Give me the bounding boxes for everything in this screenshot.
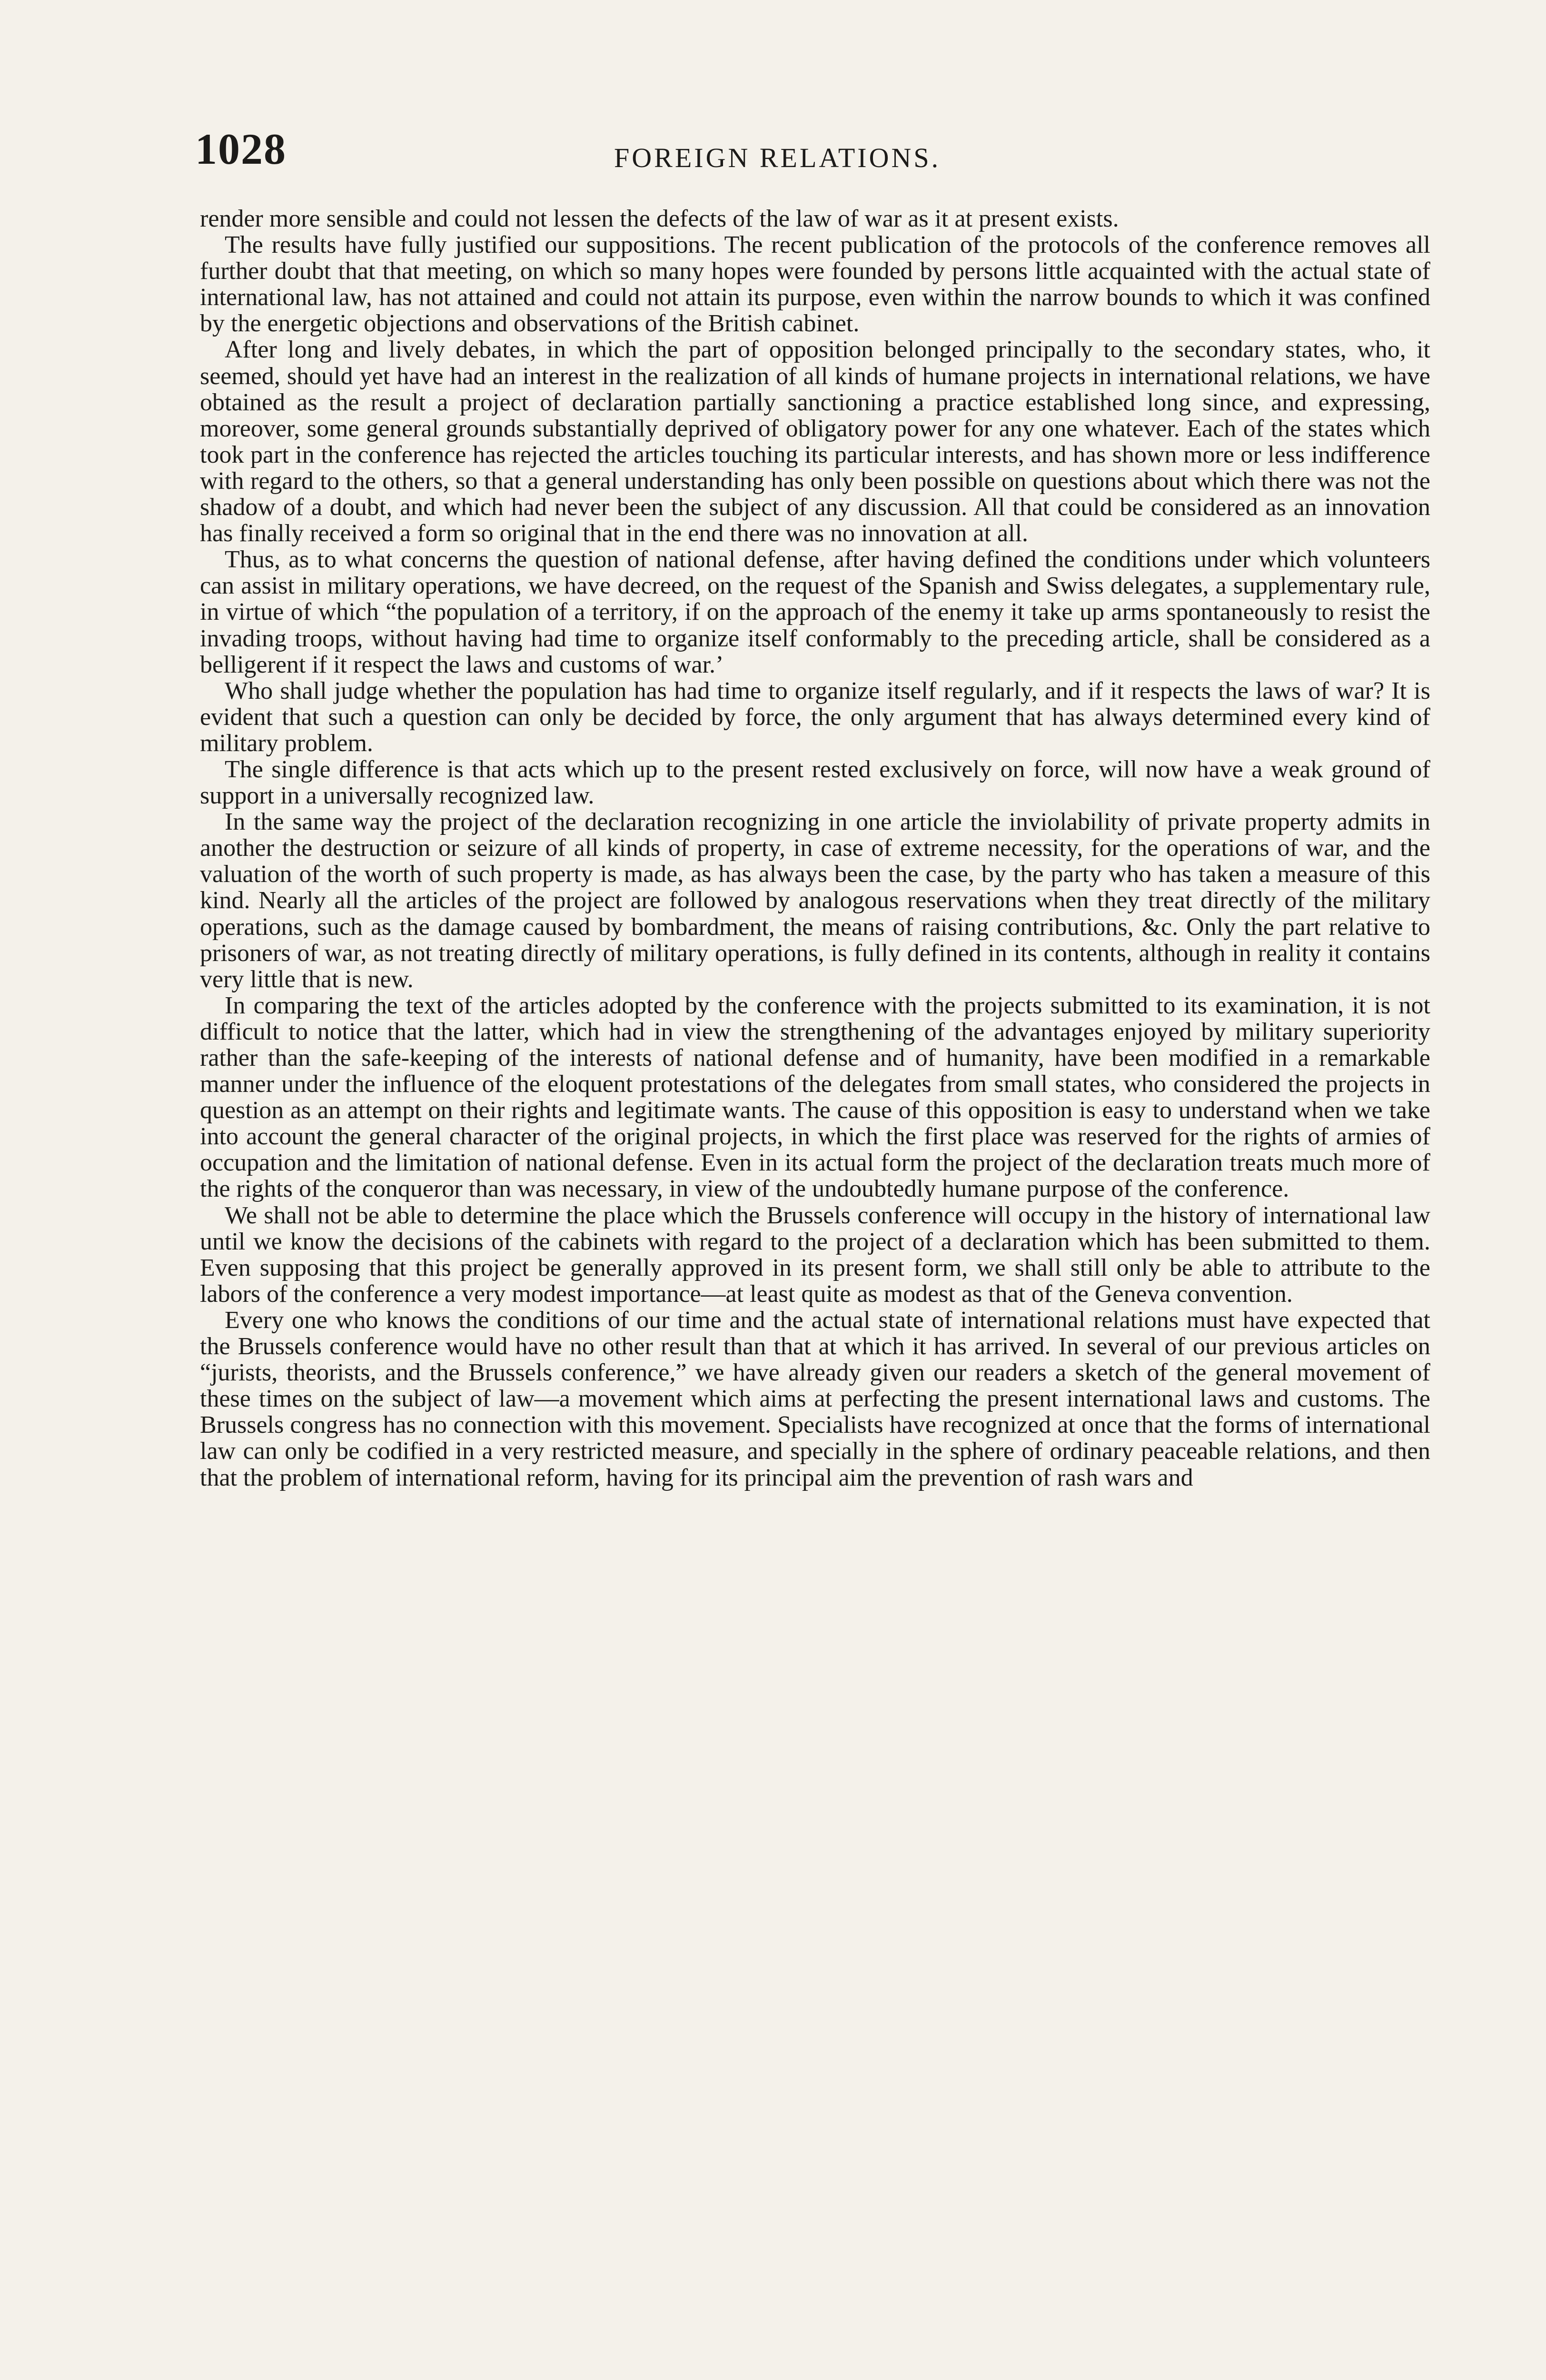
paragraph: After long and lively debates, in which the part of opposition belonged principally to the secondary states, who, it seemed, should yet have had an interest in the realization of all kinds of humane projects in international relations, we have obtained as the result a project of declaration partially sanctioning a practice established long since, and expressing, moreover, some general grounds substantially deprived of obligatory power for any one whatever. Each of the states which took part in the conference has rejected the articles touching its particular interests, and has shown more or less indifference with regard to the others, so that a general understanding has only been possible on questions about which there was not the shadow of a doubt, and which had never been the subject of any discussion. All that could be considered as an innovation has finally received a form so original that in the end there was no innovation at all.	[200, 336, 1430, 547]
paragraph: In comparing the text of the articles adopted by the conference with the projects submitted to its examination, it is not difficult to notice that the latter, which had in view the strengthening of the advantages enjoyed by military superiority rather than the safe-keeping of the interests of national defense and of humanity, have been modified in a remarkable manner under the influence of the eloquent protestations of the delegates from small states, who considered the projects in question as an attempt on their rights and legitimate wants. The cause of this opposition is easy to understand when we take into account the general character of the original projects, in which the first place was reserved for the rights of armies of occupation and the limitation of national defense. Even in its actual form the project of the declaration treats much more of the rights of the conqueror than was necessary, in view of the undoubtedly humane purpose of the conference.	[200, 992, 1430, 1203]
paragraph: Every one who knows the conditions of our time and the actual state of international relations must have expected that the Brussels conference would have no other result than that at which it has arrived. In several of our previous articles on “jurists, theorists, and the Brussels conference,” we have already given our readers a sketch of the general movement of these times on the subject of law—a movement which aims at perfecting the present international laws and customs. The Brussels congress has no connection with this movement. Specialists have recognized at once that the forms of international law can only be codified in a very restricted measure, and specially in the sphere of ordinary peaceable relations, and then that the problem of international reform, having for its principal aim the prevention of rash wars and	[200, 1306, 1430, 1491]
running-title: FOREIGN RELATIONS.	[614, 142, 941, 173]
page-number: 1028	[195, 125, 287, 173]
paragraph: The results have fully justified our suppositions. The recent publication of the protocols of the conference removes all further doubt that that meeting, on which so many hopes were founded by persons little acquainted with the actual state of international law, has not attained and could not attain its purpose, even within the narrow bounds to which it was confined by the energetic objections and observations of the British cabinet.	[200, 231, 1430, 337]
paragraph: render more sensible and could not lessen the defects of the law of war as it at present exists.	[200, 205, 1119, 232]
running-head	[195, 114, 1428, 181]
paragraph: In the same way the project of the declaration recognizing in one article the inviolability of private property admits in another the destruction or seizure of all kinds of property, in case of extreme necessity, for the operations of war, and the valuation of the worth of such property is made, as has always been the case, by the party who has taken a measure of this kind. Nearly all the articles of the project are followed by analogous reservations when they treat directly of the military operations, such as the damage caused by bombardment, the means of raising contributions, &c. Only the part relative to prisoners of war, as not treating directly of military operations, is fully defined in its contents, although in reality it contains very little that is new.	[200, 808, 1430, 993]
paragraph: Thus, as to what concerns the question of national defense, after having defined the conditions under which volunteers can assist in military operations, we have decreed, on the request of the Spanish and Swiss delegates, a supplementary rule, in virtue of which “the population of a territory, if on the approach of the enemy it take up arms spontaneously to resist the invading troops, without having had time to organize itself conformably to the preceding article, shall be considered as a belligerent if it respect the laws and customs of war.’	[200, 546, 1430, 678]
paragraph: The single difference is that acts which up to the present rested exclusively on force, will now have a weak ground of support in a universally recognized law.	[200, 755, 1430, 810]
paragraph: We shall not be able to determine the place which the Brussels conference will occupy in the history of international law until we know the decisions of the cabinets with regard to the project of a declaration which has been submitted to them. Even supposing that this project be generally approved in its present form, we shall still only be able to attribute to the labors of the conference a very modest importance—at least quite as modest as that of the Geneva convention.	[200, 1201, 1430, 1308]
paragraph: Who shall judge whether the population has had time to organize itself regularly, and if it respects the laws of war? It is evident that such a question can only be decided by force, the only argument that has always determined every kind of military problem.	[200, 677, 1430, 757]
body-text	[200, 206, 1430, 1491]
